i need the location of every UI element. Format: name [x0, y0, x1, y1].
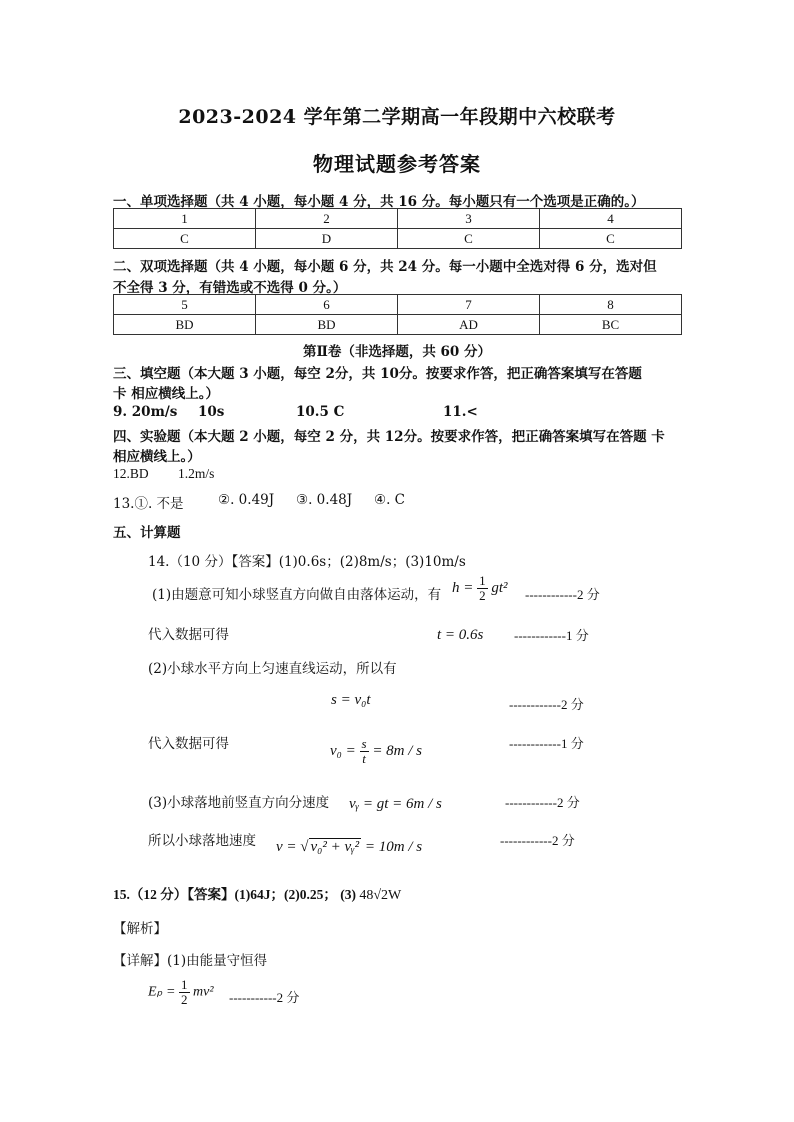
score-mark: ------------2 分 [509, 697, 584, 712]
formula-part: = 10m / s [364, 839, 423, 855]
section2-heading-line2: 不全得 3 分，有错选或不选得 0 分。） [113, 280, 347, 296]
answer-13-2: ②. 0.49J [218, 492, 275, 508]
q14-step1-formula [452, 574, 508, 603]
q14-sub1-text: 代入数据可得 [148, 627, 229, 643]
answer-9b: 10s [198, 404, 225, 420]
fraction-denominator: 2 [479, 588, 486, 603]
table-cell: 8 [540, 295, 682, 315]
section4-heading-line1: 四、实验题（本大题 2 小题，每空 2 分，共 12分。按要求作答，把正确答案填写在答题 卡 [113, 429, 665, 445]
formula-part: gt² [491, 579, 508, 596]
answer-13-4: ④. C [374, 492, 406, 508]
table-row [114, 229, 682, 249]
score-mark: ------------1 分 [509, 736, 584, 751]
table-cell: AD [398, 315, 540, 335]
formula-part: = 8m / s [372, 742, 423, 759]
detail-text: 【详解】(1)由能量守恒得 [113, 953, 268, 969]
fraction [360, 737, 369, 766]
fraction [477, 574, 488, 603]
table-cell: C [540, 229, 682, 249]
part2-heading: 第Ⅱ卷（非选择题，共 60 分） [302, 344, 492, 360]
fraction [179, 978, 190, 1007]
score-mark: ------------2 分 [525, 587, 600, 602]
section2-heading-line1: 二、双项选择题（共 4 小题，每小题 6 分，共 24 分。每一小题中全选对得 6 分，选对但 [113, 259, 657, 275]
q15-header-text: 15.（12 分）【答案】(1)64J；(2)0.25； (3) [113, 887, 356, 902]
score-mark: ------------2 分 [505, 795, 580, 810]
fraction-denominator: 2 [181, 992, 188, 1007]
q14-sub1-formula: t = 0.6s [437, 627, 484, 643]
score-mark: -----------2 分 [229, 990, 300, 1005]
table-row [114, 315, 682, 335]
table-cell: 5 [114, 295, 256, 315]
answer-12a: 12.BD [113, 466, 149, 481]
section4-heading-line2: 相应横线上。） [113, 449, 201, 465]
section1-answer-table [113, 208, 682, 249]
fraction-numerator: 1 [181, 977, 188, 992]
table-cell: 6 [256, 295, 398, 315]
formula-part: v₀ = [330, 742, 356, 759]
analysis-label: 【解析】 [113, 921, 167, 937]
sqrt-sign: √ [300, 839, 309, 855]
answer-11: 11.< [443, 404, 478, 420]
section3-heading-line1: 三、填空题（本大题 3 小题，每空 2分，共 10分。按要求作答，把正确答案填写在答题 [113, 366, 642, 382]
q14-step2-formula: s = v₀t [331, 692, 371, 708]
section2-answer-table [113, 294, 682, 335]
table-cell: 1 [114, 209, 256, 229]
formula-part: h = [452, 579, 474, 596]
q15-answer-3: 48√2W [359, 888, 402, 903]
q14-step2-text: (2)小球水平方向上匀速直线运动，所以有 [148, 661, 397, 677]
table-cell: 4 [540, 209, 682, 229]
fraction-numerator: s [361, 736, 367, 751]
table-cell: BC [540, 315, 682, 335]
q14-step3-text: (3)小球落地前竖直方向分速度 [148, 795, 330, 811]
answer-12b: 1.2m/s [178, 466, 215, 481]
score-mark: ------------1 分 [514, 628, 589, 643]
table-cell: BD [256, 315, 398, 335]
q14-step4-formula [276, 838, 422, 856]
table-cell: 7 [398, 295, 540, 315]
answer-9a: 9. 20m/s [113, 404, 178, 420]
table-row [114, 209, 682, 229]
q14-step4-text: 所以小球落地速度 [148, 833, 256, 849]
page-subtitle: 物理试题参考答案 [313, 152, 481, 176]
section1-heading: 一、单项选择题（共 4 小题，每小题 4 分，共 16 分。每小题只有一个选项是正确的。） [113, 194, 645, 210]
table-cell: C [114, 229, 256, 249]
table-cell: 2 [256, 209, 398, 229]
formula-part: mv² [193, 984, 214, 1000]
q15-energy-formula [148, 978, 214, 1007]
table-cell: 3 [398, 209, 540, 229]
answer-13-1: 13.①. 不是 [113, 496, 184, 512]
formula-part: Eₚ = [148, 984, 176, 1000]
section5-heading: 五、计算题 [113, 525, 181, 541]
fraction-denominator: t [362, 751, 366, 766]
score-mark: ------------2 分 [500, 833, 575, 848]
table-row [114, 295, 682, 315]
q15-header [113, 883, 401, 904]
answer-13-3: ③. 0.48J [296, 492, 353, 508]
q14-header: 14.（10 分）【答案】(1)0.6s；(2)8m/s；(3)10m/s [148, 554, 466, 570]
page-title: 2023-2024 学年第二学期高一年段期中六校联考 [178, 106, 616, 128]
table-cell: C [398, 229, 540, 249]
q14-step1-text: (1)由题意可知小球竖直方向做自由落体运动，有 [152, 587, 442, 603]
q14-sub2-text: 代入数据可得 [148, 736, 229, 752]
table-cell: BD [114, 315, 256, 335]
sqrt-radicand: v₀² + vᵧ² [310, 839, 360, 855]
fraction-numerator: 1 [479, 573, 486, 588]
q14-sub2-formula [330, 737, 422, 766]
table-cell: D [256, 229, 398, 249]
answer-10: 10.5 C [296, 404, 345, 420]
formula-part: v = [276, 839, 297, 855]
q14-step3-formula: vᵧ = gt = 6m / s [349, 796, 442, 812]
section3-heading-line2: 卡 相应横线上。） [113, 386, 219, 402]
